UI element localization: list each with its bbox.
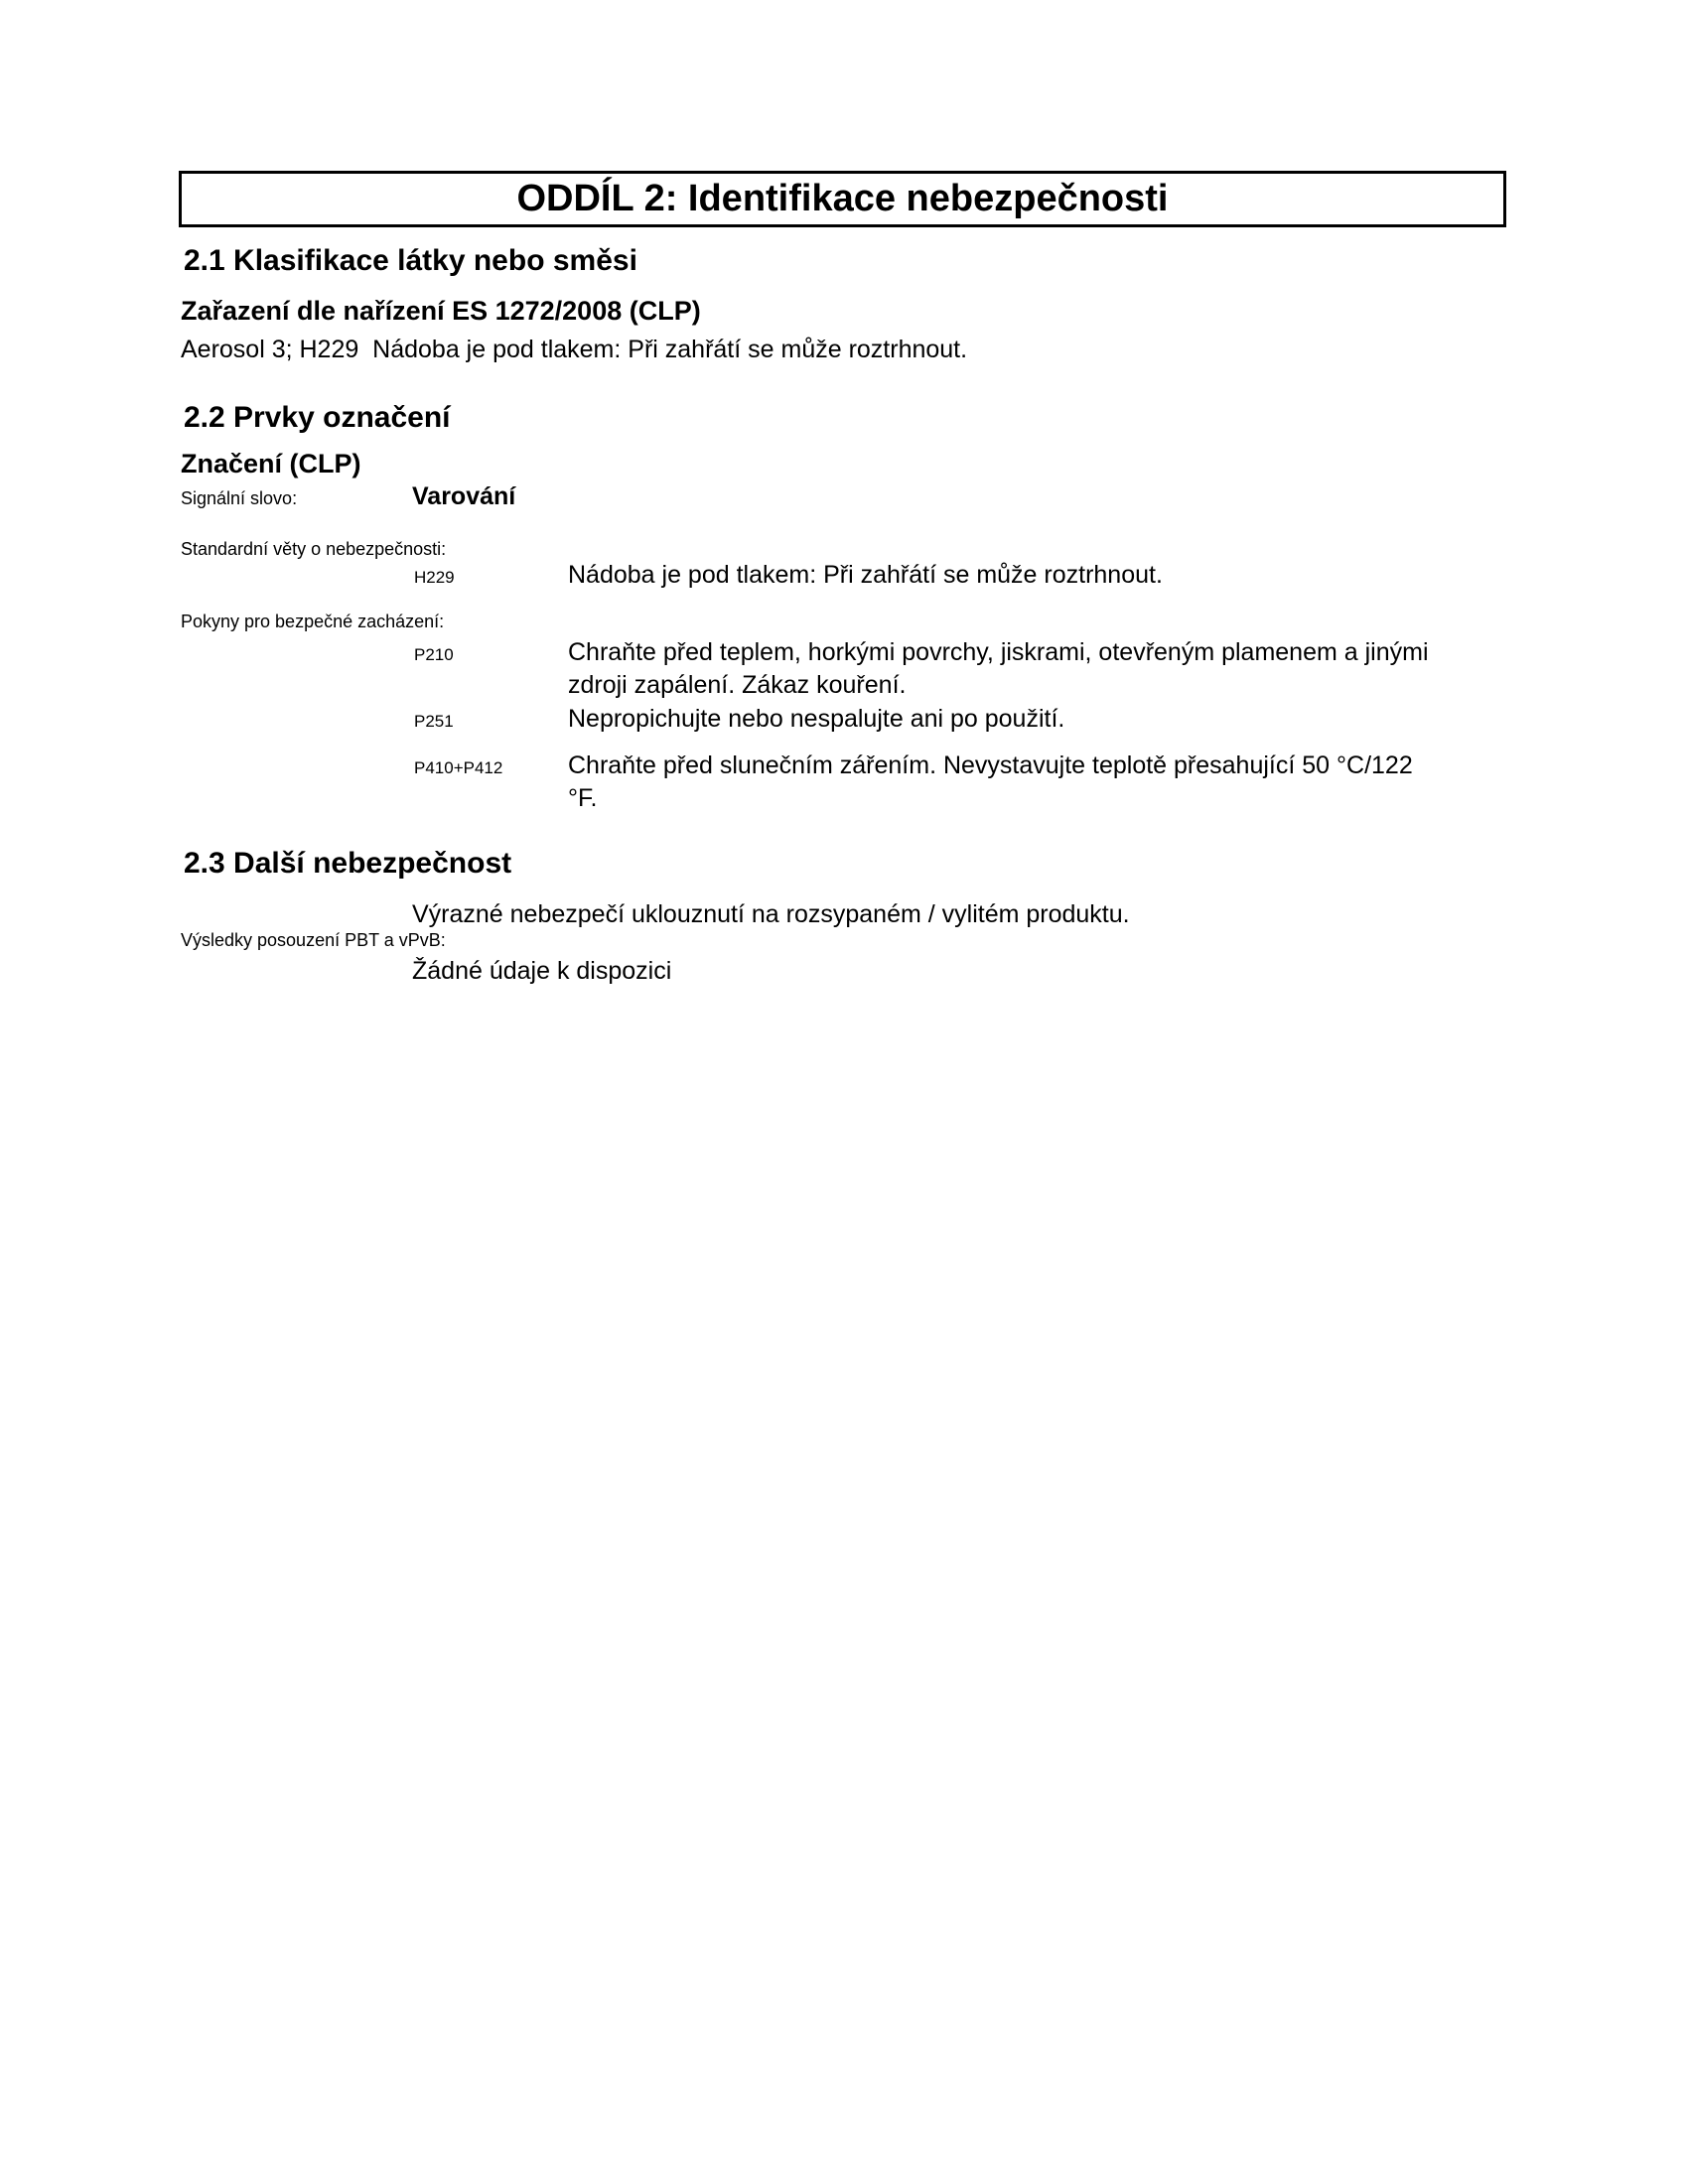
heading-2-3-other-hazards: 2.3 Další nebezpečnost — [184, 847, 512, 880]
precautionary-statement-code: P251 — [414, 712, 454, 731]
signal-word-value: Varování — [412, 482, 516, 510]
pbt-vpvb-results-text: Žádné údaje k dispozici — [412, 957, 672, 985]
precautionary-statement-row — [414, 703, 1447, 736]
other-hazards-text: Výrazné nebezpečí uklouznutí na rozsypaném / vylitém produktu. — [412, 900, 1130, 928]
subheading-clp-regulation: Zařazení dle nařízení ES 1272/2008 (CLP) — [181, 296, 701, 326]
section-header-box — [179, 171, 1506, 227]
precautionary-statement-row — [414, 636, 1447, 702]
heading-2-2-label-elements: 2.2 Prvky označení — [184, 401, 451, 434]
precautionary-statement-text: Chraňte před slunečním zářením. Nevystavujte teplotě přesahující 50 °C/122 °F. — [568, 751, 1420, 812]
precautionary-statement-row — [414, 750, 1447, 815]
heading-2-1-classification: 2.1 Klasifikace látky nebo směsi — [184, 244, 637, 277]
hazard-statement-text: Nádoba je pod tlakem: Při zahřátí se může roztrhnout. — [568, 561, 1163, 589]
hazard-statement-code: H229 — [414, 568, 455, 587]
classification-entry: Aerosol 3; H229 Nádoba je pod tlakem: Při zahřátí se může roztrhnout. — [181, 336, 968, 363]
pbt-vpvb-results-label: Výsledky posouzení PBT a vPvB: — [181, 930, 446, 950]
precautionary-statement-text: Chraňte před teplem, horkými povrchy, jiskrami, otevřeným plamenem a jinými zdroji zapálení. Zákaz kouření. — [568, 638, 1436, 699]
signal-word-label: Signální slovo: — [181, 488, 298, 508]
precautionary-statement-code: P210 — [414, 645, 454, 664]
precautionary-statement-code: P410+P412 — [414, 758, 503, 777]
precautionary-statements-label: Pokyny pro bezpečné zacházení: — [181, 612, 445, 631]
hazard-statements-label: Standardní věty o nebezpečnosti: — [181, 539, 447, 559]
precautionary-statement-text: Nepropichujte nebo nespalujte ani po použití. — [568, 705, 1065, 733]
subheading-labelling-clp: Značení (CLP) — [181, 449, 361, 478]
hazard-statement-row — [414, 559, 1447, 592]
section-title: ODDÍL 2: Identifikace nebezpečnosti — [516, 178, 1169, 219]
